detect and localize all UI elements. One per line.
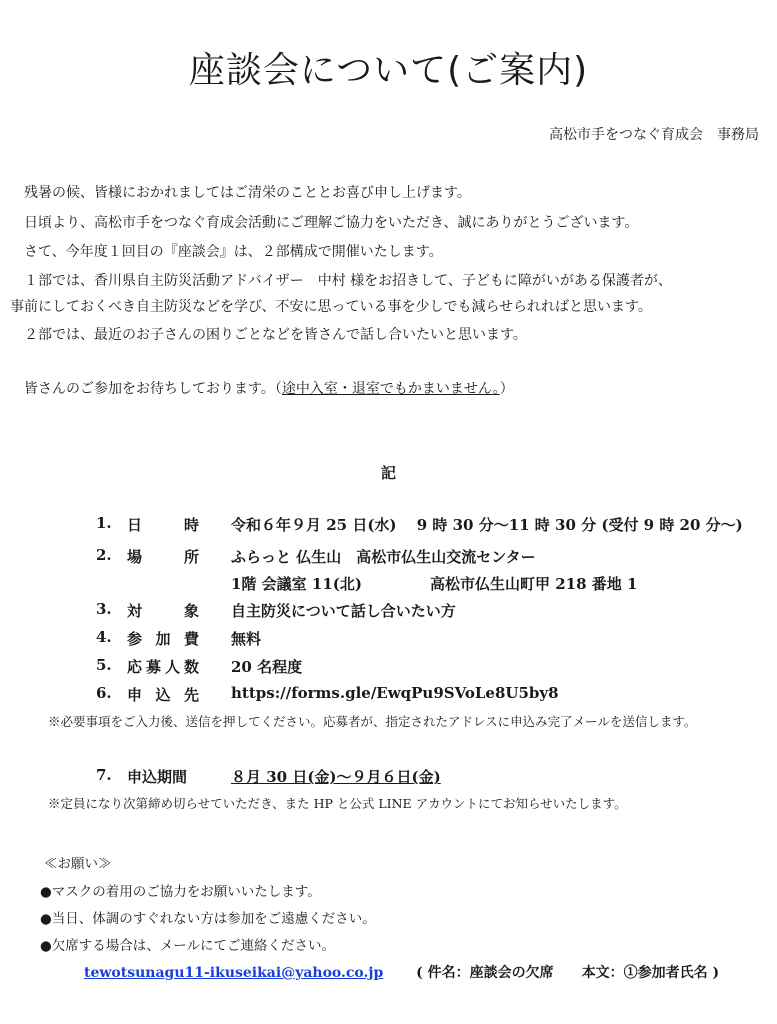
request-item: ●マスクの着用のご協力をお願いいたします。 [40,884,321,900]
greeting-paragraph: 残暑の候、皆様におかれましてはご清栄のこととお喜び申し上げます。 [24,185,471,201]
request-item: ●当日、体調のすぐれない方は参加をご遠慮ください。 [40,911,376,927]
detail-label: 日 時 [127,516,199,534]
apply-url-link[interactable]: https://forms.gle/EwqPu9SVoLe8U5by8 [231,684,559,702]
part1-paragraph-line1: １部では、香川県自主防災活動アドバイザー 中村 様をお招きして、子どもに障がいがある保護者が、 [24,273,672,289]
detail-number: 3. [96,600,112,618]
invitation-note-underlined: 途中入室・退室でもかまいません。 [281,381,500,397]
ki-heading: 記 [380,464,396,482]
detail-number: 5. [96,656,112,674]
detail-label: 申込先 [127,686,199,704]
organizer-name: 高松市手をつなぐ育成会 事務局 [549,127,759,143]
detail-value: ８月 30 日(金)〜９月６日(金) [231,768,441,786]
detail-value: 20 名程度 [231,658,303,676]
thanks-paragraph: 日頃より、高松市手をつなぐ育成会活動にご理解ご協力をいただき、誠にありがとうございます。 [24,215,639,231]
detail-number: 2. [96,546,112,564]
intro-paragraph: さて、今年度１回目の『座談会』は、２部構成で開催いたします。 [24,244,443,260]
apply-note: ※必要事項をご入力後、送信を押してください。応募者が、指定されたアドレスに申込み完了メールを送信します。 [48,714,697,729]
detail-value: ふらっと 仏生山 高松市仏生山交流センター [231,548,536,566]
detail-value: 自主防災について話し合いたい方 [231,602,456,620]
detail-label: 対 象 [127,602,199,620]
page-title: 座談会について(ご案内) [188,50,589,91]
invitation-text: 皆さんのご参加をお待ちしております。（ [24,381,282,397]
detail-number: 1. [96,514,112,532]
email-subject-instructions: ( 件名：座談会の欠席 本文：①参加者氏名 ) [416,965,720,981]
detail-number: 4. [96,628,112,646]
venue-address: 高松市仏生山町甲 218 番地 1 [430,575,638,593]
detail-label: 参加費 [127,630,199,648]
detail-label: 申込期間 [127,768,188,786]
period-note: ※定員になり次第締め切らせていただき、また HP と公式 LINE アカウントにてお知らせいたします。 [48,796,627,811]
part2-paragraph: ２部では、最近のお子さんの困りごとなどを皆さんで話し合いたいと思います。 [24,327,527,343]
detail-number: 6. [96,684,112,702]
contact-email-link[interactable]: tewotsunagu11-ikuseikai@yahoo.co.jp [84,965,384,981]
invitation-paragraph [24,378,514,398]
detail-value: 無料 [231,630,262,648]
detail-value: 令和６年９月 25 日(水) 9 時 30 分〜11 時 30 分 (受付 9 時 20 分〜) [231,516,743,534]
invitation-close: ） [499,381,514,397]
detail-label: 場 所 [127,548,199,566]
part1-paragraph-line2: 事前にしておくべき自主防災などを学び、不安に思っている事を少しでも減らせられればと思います。 [10,299,652,315]
contact-line [84,962,719,982]
request-item: ●欠席する場合は、メールにてご連絡ください。 [40,938,336,954]
detail-label: 応募人数 [127,658,199,676]
detail-number: 7. [96,766,112,784]
venue-room: 1階 会議室 11(北) [231,575,362,593]
requests-heading: ≪お願い≫ [44,856,112,872]
